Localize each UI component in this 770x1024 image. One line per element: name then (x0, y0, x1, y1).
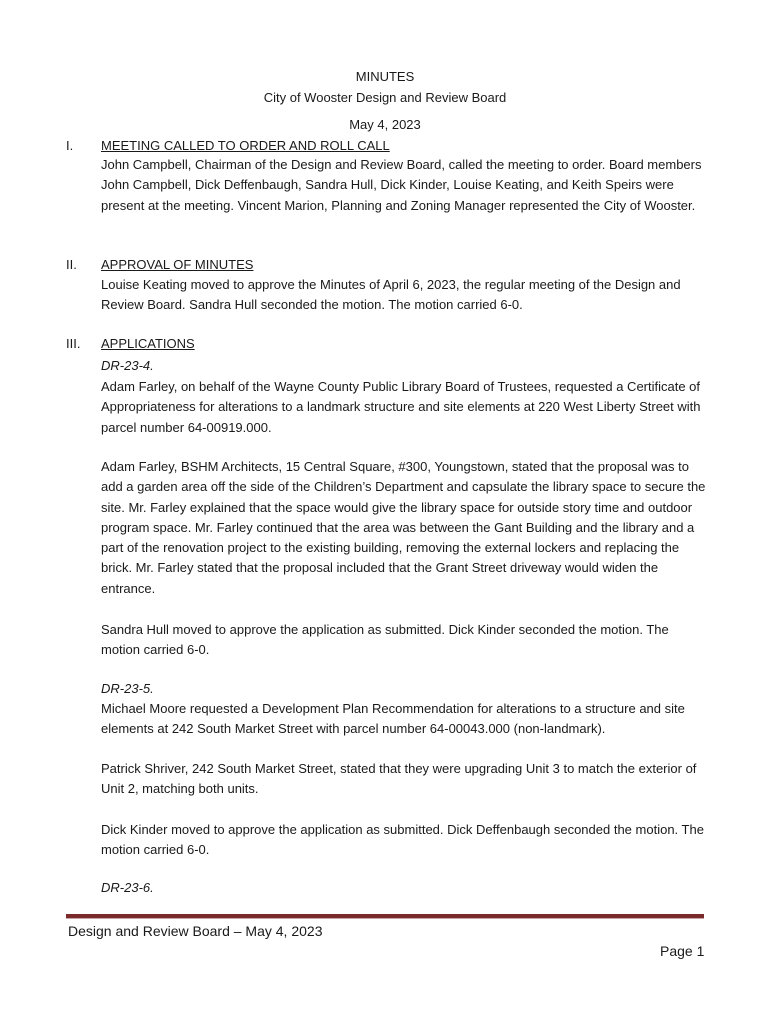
section-2-heading: APPROVAL OF MINUTES (101, 257, 254, 272)
case-number: DR-23-5. (101, 681, 154, 696)
section-1-heading: MEETING CALLED TO ORDER AND ROLL CALL (101, 138, 390, 153)
footer-divider (66, 914, 704, 919)
doc-date: May 4, 2023 (349, 117, 421, 132)
case-number: DR-23-6. (101, 880, 154, 895)
page-number: Page 1 (660, 943, 705, 959)
section-3-number: III. (66, 336, 81, 351)
section-2-number: II. (66, 257, 77, 272)
application-paragraph: Sandra Hull moved to approve the application as submitted. Dick Kinder seconded the motion. The motion carried 6-0. (101, 622, 669, 658)
doc-title: MINUTES (355, 69, 415, 84)
application-paragraph: Michael Moore requested a Development Plan Recommendation for alterations to a structure and site elements at 242 South Market Street with parcel number 64-00043.000 (non-landmark). (101, 701, 685, 737)
application-paragraph: Adam Farley, on behalf of the Wayne County Public Library Board of Trustees, requested a Certificate of Appropriateness for alterations to a landmark structure and site elements at 220 West Liberty Street with parcel number 64-00919.000. (101, 379, 701, 435)
application-paragraph: Adam Farley, BSHM Architects, 15 Central Square, #300, Youngstown, stated that the proposal was to add a garden area off the side of the Children’s Department and capsulate the library space to secure the site. Mr. Farley explained that the space would give the library space for outside story time and outdoor program space. Mr. Farley continued that the area was between the Gant Building and the library and a part of the renovation project to the existing building, removing the external lockers and replacing the brick. Mr. Farley stated that the proposal included that the Grant Street driveway would widen the entrance. (101, 459, 706, 596)
section-1-text: John Campbell, Chairman of the Design and Review Board, called the meeting to order. Board members John Campbell, Dick Deffenbaugh, Sandra Hull, Dick Kinder, Louise Keating, and Keith Speirs were present at the meeting. Vincent Marion, Planning and Zoning Manager represented the City of Wooster. (101, 157, 702, 213)
application-paragraph: Patrick Shriver, 242 South Market Street, stated that they were upgrading Unit 3 to match the exterior of Unit 2, matching both units. (101, 761, 697, 797)
case-number: DR-23-4. (101, 358, 154, 373)
section-1-number: I. (66, 138, 74, 153)
application-paragraph: Dick Kinder moved to approve the application as submitted. Dick Deffenbaugh seconded the motion. The motion carried 6-0. (101, 822, 704, 858)
footer-text: Design and Review Board – May 4, 2023 (68, 923, 323, 939)
doc-organization: City of Wooster Design and Review Board (263, 90, 507, 105)
section-3-heading: APPLICATIONS (101, 336, 195, 351)
section-2-text: Louise Keating moved to approve the Minutes of April 6, 2023, the regular meeting of the Design and Review Board. Sandra Hull seconded the motion. The motion carried 6-0. (101, 277, 681, 313)
